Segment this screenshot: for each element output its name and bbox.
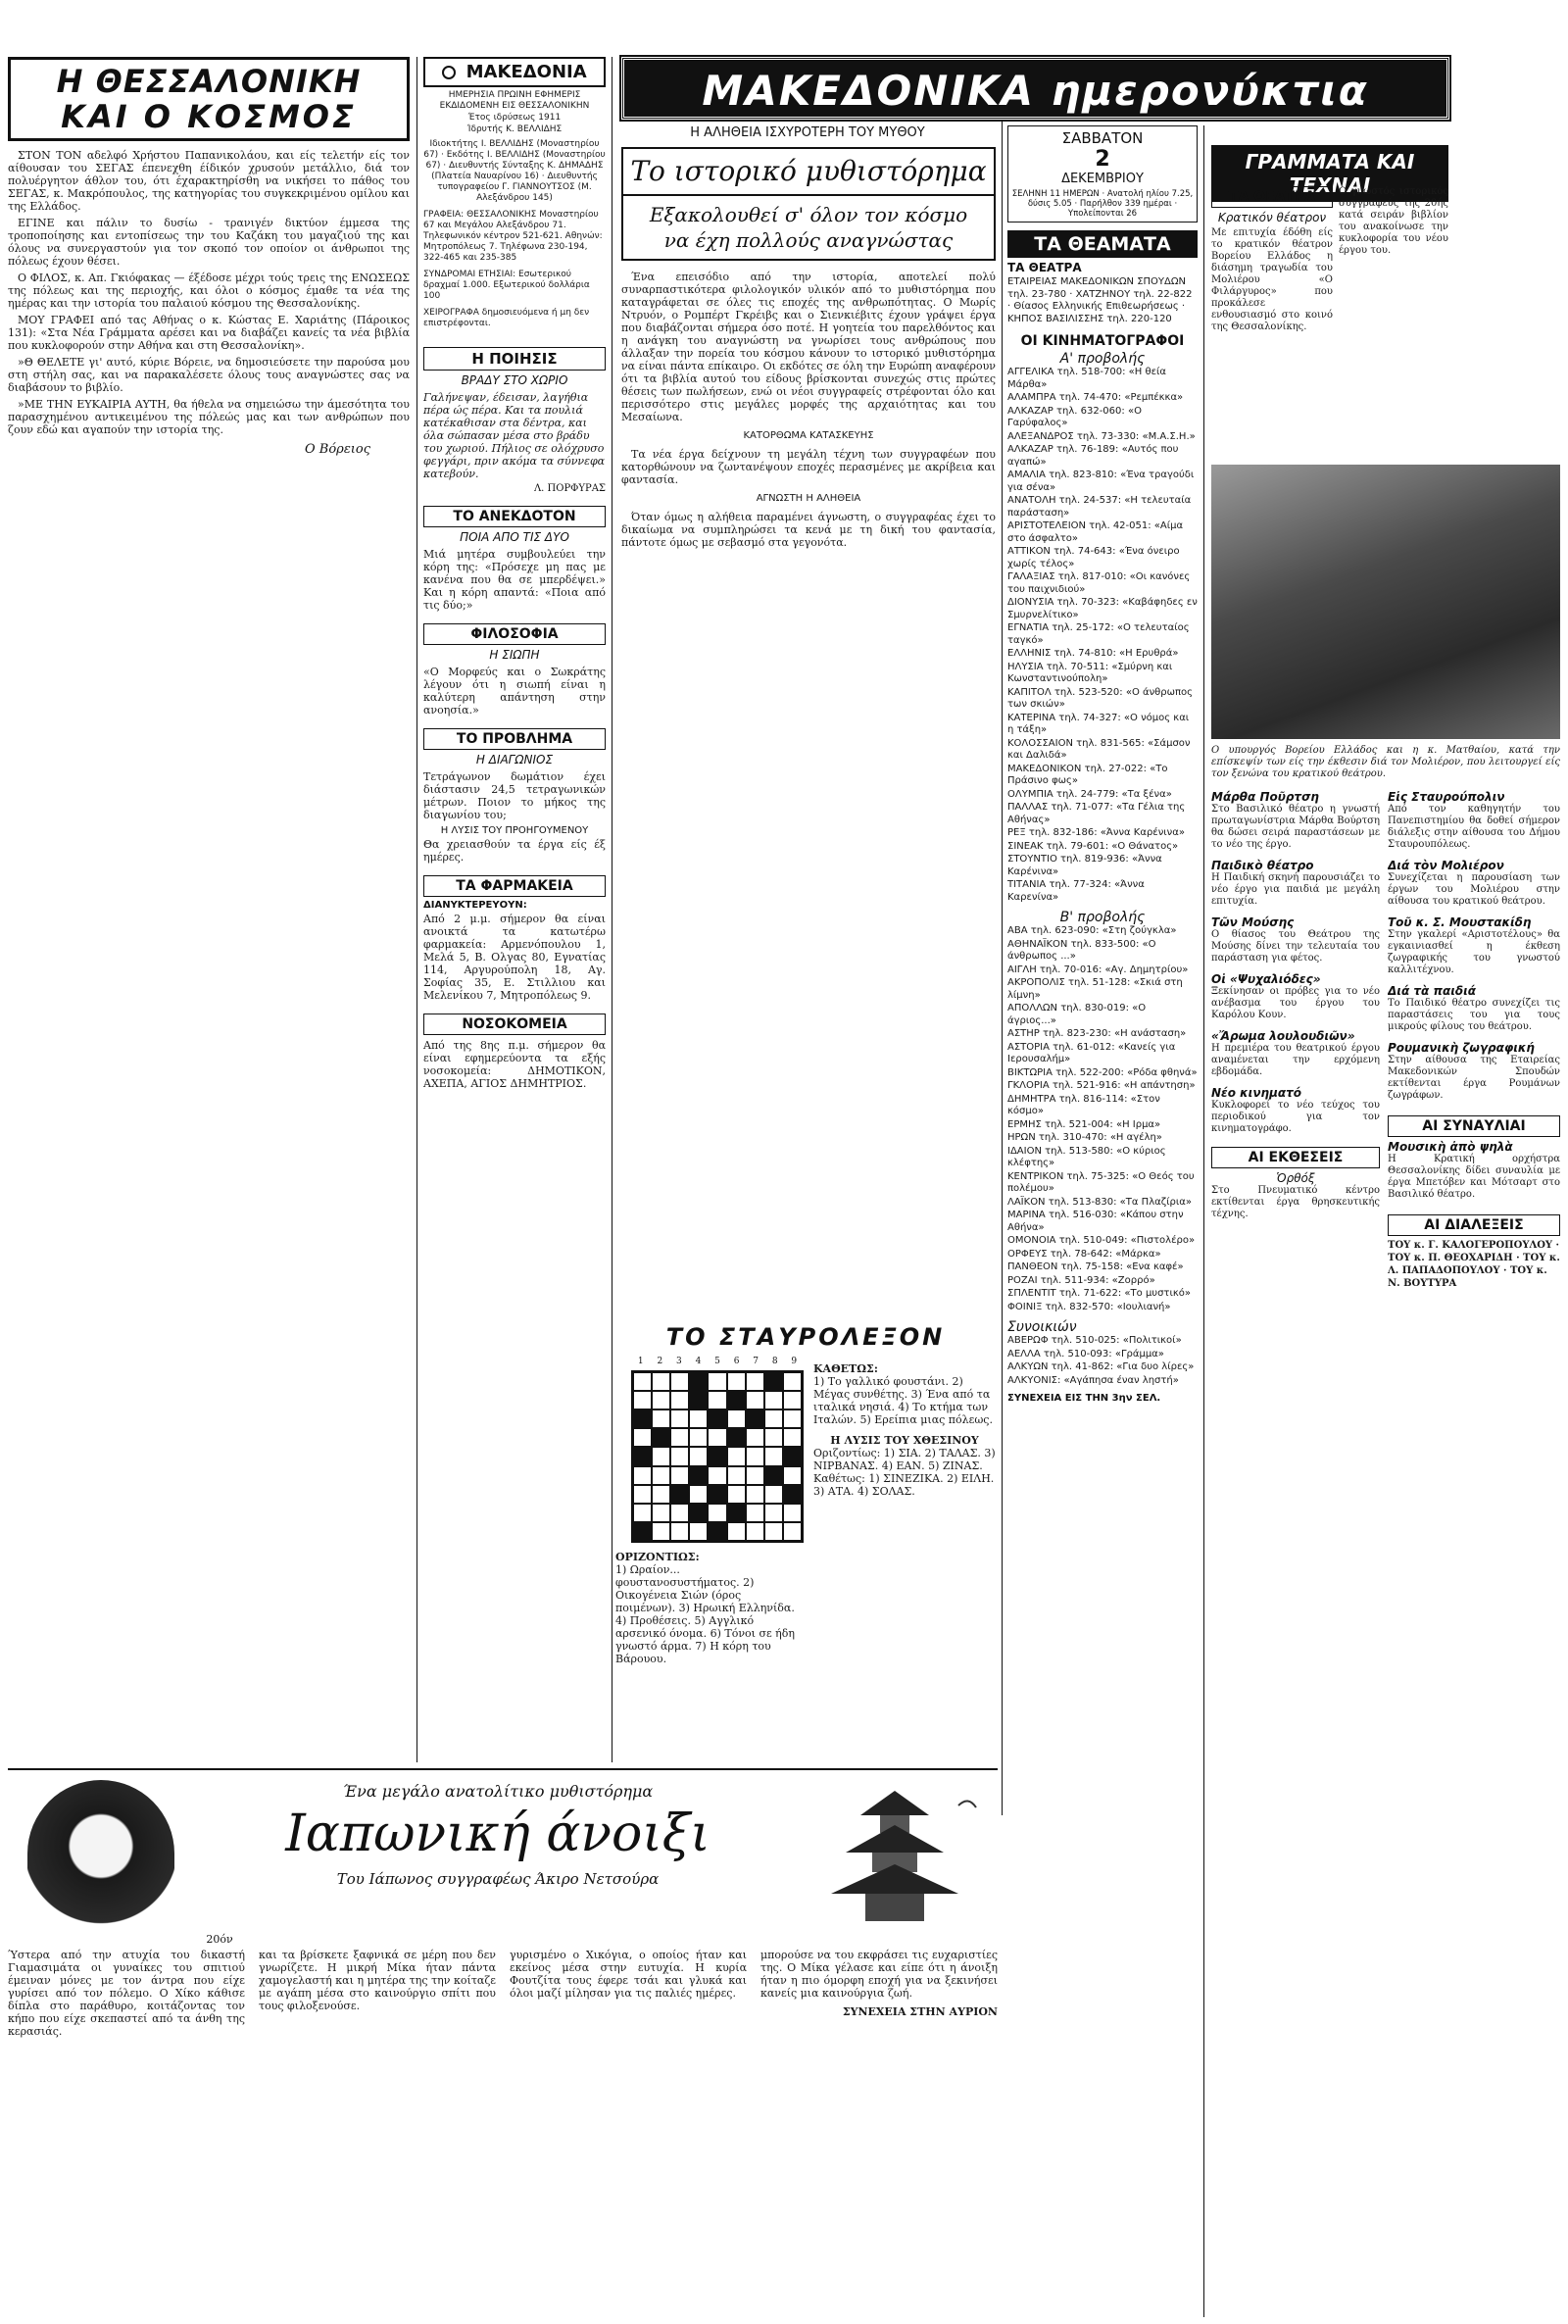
crossword-black-cell [783,1447,802,1465]
almanac: ΣΕΛΗΝΗ 11 ΗΜΕΡΩΝ · Ανατολή ηλίου 7.25, δύσις 5.05 · Παρήλθον 339 ημέραι · Υπολείπονται 26 [1011,189,1194,219]
left-para: ΕΓΙΝΕ και πάλιν το δυσίω - τρανιγέν δικτύον έμμεσα της τροποποίησης και εντοπίσεως την του Καζάκη του μαγαζιού της και όλους να συνεργαστούν για τον σκοπό τον οποίον οι άνθρωποι της πόλεως έχουν θέσει. [8,217,410,268]
cinema-listing: ΕΛΛΗΝΙΣ τηλ. 74-810: «Η Ερυθρά» [1007,648,1179,659]
crossword-black-cell [708,1409,726,1428]
poetry-header: Η ΠΟΙΗΣΙΣ [423,347,606,371]
center-motto: Η ΑΛΗΘΕΙΑ ΙΣΧΥΡΟΤΕΡΗ ΤΟΥ ΜΥΘΟΥ [690,125,925,140]
serial-pagoda-icon [811,1786,978,1923]
center-headline: Το ιστορικό μυθιστόρημα [630,155,987,187]
crossword-cell [652,1504,670,1522]
serial-col-text: μπορούσε να του εκφράσει τις ευχαριστίες της. Ο Μίκα γέλασε και είπε ότι η άνοιξη ήταν η πιο όμορφη εποχή για να ξεκινήσει κανείς μια καινούργια ζωή. [760,1949,998,2000]
arts-photo [1211,465,1560,739]
crossword-down-title: ΚΑΘΕΤΩΣ: [813,1362,878,1375]
arts-exhibits-title: Ὁρθόξ [1276,1171,1315,1185]
arts-item-text: Από τον καθηγητήν του Πανεπιστημίου θα δοθεί σήμερον διάλεξις στην αίθουσα του Δήμου Σταυρουπόλεως. [1388,804,1560,850]
serial-columns [8,1949,998,2038]
arts-item-text: Στην αίθουσα της Εταιρείας Μακεδονικών Σπουδών εκτίθενται έργα Ρουμάνων ζωγράφων. [1388,1055,1560,1101]
cinema-listing: ΑΚΡΟΠΟΛΙΣ τηλ. 51-128: «Σκιά στη λίμνη» [1007,977,1183,1001]
arts-mid-title: Τῶν Μούσης [1211,915,1295,929]
cinema-listing: ΡΕΞ τηλ. 832-186: «Άννα Καρένινα» [1007,827,1185,838]
crossword-cell [764,1391,783,1409]
crossword-black-cell [727,1504,746,1522]
cinema-listing: ΑΜΑΛΙΑ τηλ. 823-810: «Ένα τραγούδι για σένα» [1007,470,1195,493]
cinema-listing: ΣΠΛΕΝΤΙΤ τηλ. 71-622: «Το μυστικό» [1007,1288,1191,1299]
left-headline-line2: ΚΑΙ Ο ΚΟΣΜΟΣ [61,98,357,135]
cinema-listing: ΑΣΤΗΡ τηλ. 823-230: «Η ανάσταση» [1007,1028,1187,1039]
left-story [8,57,410,1762]
crossword-cell [670,1466,689,1485]
date-day: ΣΑΒΒΑΤΟΝ [1061,129,1144,147]
crossword-cell [708,1372,726,1391]
crossword-section [615,1323,996,1735]
crossword-black-cell [689,1372,708,1391]
crossword-black-cell [652,1428,670,1447]
crossword-cell [764,1409,783,1428]
philosophy-text: «Ο Μορφεύς και ο Σωκράτης λέγουν ότι η σιωπή είναι η καλύτερη απάντηση στην ανοησία.» [423,666,606,717]
date-box [1007,125,1198,223]
serial-kicker: Ένα μεγάλο ανατολίτικο μυθιστόρημα [342,1782,654,1801]
crossword-cell [689,1409,708,1428]
cinema-listing: ΠΑΛΛΑΣ τηλ. 71-077: «Τα Γέλια της Αθήνας» [1007,802,1186,825]
left-para: »ΜΕ ΤΗΝ ΕΥΚΑΙΡΙΑ ΑΥΤΗ, θα ήθελα να σημειώσω την άμεσότητα του παρασχημένου αντικειμένου της πόλεώς μας και των ανθρώπων που ζουν εδώ και αγαπούν την ιστορία της. [8,398,410,436]
crossword-cell [727,1447,746,1465]
crossword-cell [670,1447,689,1465]
crossword-cell [783,1428,802,1447]
crossword-number: 7 [753,1357,760,1366]
arts-mid-text: Στο Βασιλικό θέατρο η γνωστή πρωταγωνίστρια Μάρθα Βούρτση θα δώσει σειρά παραστάσεων με το νέο της έργο. [1211,804,1380,850]
theatres-title: ΤΑ ΘΕΑΤΡΑ [1007,261,1082,274]
logo-text: ΜΑΚΕΔΟΝΙΑ [466,62,587,82]
crossword-solution-title: Η ΛΥΣΙΣ ΤΟΥ ΧΘΕΣΙΝΟΥ [830,1434,979,1447]
date-number: 2 [1095,147,1110,172]
crossword-cell [652,1485,670,1504]
poetry-author: Λ. ΠΟΡΦΥΡΑΣ [533,483,606,494]
crossword-number: 2 [657,1357,663,1366]
center-body2: Τα νέα έργα δείχνουν τη μεγάλη τέχνη των συγγραφέων που κατορθώνουν να ζωντανέψουν εποχές περασμένες με ακρίβεια και φαντασία. [621,448,996,486]
cinema-listing: ΑΣΤΟΡΙΑ τηλ. 61-012: «Κανείς για Ιερουσαλήμ» [1007,1041,1176,1064]
center-subhead-line1: Εξακολουθεί σ' όλον τον κόσμο [649,203,968,226]
center-side-heading: ΚΑΤΟΡΘΩΜΑ ΚΑΤΑΣΚΕΥΗΣ [743,430,874,441]
left-headline [8,57,410,141]
cinema-listing: ΟΜΟΝΟΙΑ τηλ. 510-049: «Πιστολέρο» [1007,1235,1196,1246]
premiere-list [1007,367,1198,904]
cinema-listing: ΑΛΚΑΖΑΡ τηλ. 632-060: «Ο Γαρύφαλος» [1007,405,1142,428]
center-story [621,147,996,1313]
cinema-listing: ΑΛΚΑΖΑΡ τηλ. 76-189: «Αυτός που αγαπώ» [1007,444,1179,468]
crossword-cell [708,1428,726,1447]
masthead-offices: ΓΡΑΦΕΙΑ: ΘΕΣΣΑΛΟΝΙΚΗΣ Μοναστηρίου 67 και Μεγάλου Αλεξάνδρου 71. Τηλεφωνικόν κέντρον 521-621. Αθηνών: Μητροπόλεως 7. Τηλέφωνα 230-194, 322-465 και 235-385 [423,210,603,263]
cinema-listing: ΚΑΠΙΤΟΛ τηλ. 523-520: «Ο άνθρωπος των σκιών» [1007,686,1194,710]
arts-banner: ΓΡΑΜΜΑΤΑ ΚΑΙ ΤΕΧΝΑΙ [1211,145,1448,202]
left-para: ΣΤΟΝ ΤΟΝ αδελφό Χρήστου Παπανικολάου, και είς τελετήν είς τον αίθουσαν του ΣΕΓΑΣ έπενεχθη έίδικόν χρυσούν μετάλλιο, διά τον πολυέργητον άθλον του, ότι έχαρακτηρίσθη να νικήσει το πάθος του ΣΕΓΑΣ, κ. Μακρόπουλος, της κατηγορίας του συγκεκριμένου ομίλου και της Ελλάδος. [8,149,410,213]
anecdote-text: Μιά μητέρα συμβουλεύει την κόρη της: «Πρόσεχε μη πας με κανένα που θα σε μπερδέψει.» Και η κόρη απαντά: «Ποια από τις δύο;» [423,548,606,612]
second-run-list [1007,925,1198,1313]
masthead-info [423,90,606,329]
cinema-listing: ΕΓΝΑΤΙΑ τηλ. 25-172: «Ο τελευταίος ταγκό» [1007,622,1190,646]
crossword-cell [652,1447,670,1465]
crossword-number: 5 [714,1357,720,1366]
cinema-listing: ΛΑΪΚΟΝ τηλ. 513-830: «Τα Πλαζίρια» [1007,1196,1192,1208]
crossword-black-cell [708,1522,726,1541]
crossword-cell [727,1522,746,1541]
crossword-black-cell [633,1409,652,1428]
masthead-subscriptions: ΣΥΝΔΡΟΜΑΙ ΕΤΗΣΙΑΙ: Εσωτερικού δραχμαί 1.000. Εξωτερικού δολλάρια 100 [423,270,590,301]
date-month: ΔΕΚΕΜΒΡΙΟΥ [1061,172,1144,186]
crossword-cell [746,1466,764,1485]
cinema-listing: ΓΚΛΟΡΙΑ τηλ. 521-916: «Η απάντηση» [1007,1080,1196,1091]
crossword-number: 6 [733,1357,740,1366]
poetry-text: Γαλήνεψαν, έδεισαν, λαγήθια πέρα ώς πέρα. Και τα πουλιά κατέκαθισαν στα δέντρα, και όλα σώπασαν μέσα στο βράδυ του χωριού. Πήλιος σε ολόχρυσο φεγγάρι, πριν ακόμα τα σύννεφα κατεβούν. [423,391,606,480]
crossword-cell [670,1522,689,1541]
arts-photo-caption: Ο υπουργός Βορείου Ελλάδος και η κ. Ματθαίου, κατά την επίσκεψίν των είς την έκθεσιν διά τον Μολιέρον, που λειτουργεί είς τον ξενώνα του κρατικού θεάτρου. [1211,745,1560,779]
cinema-listing: ΑΒΕΡΩΦ τηλ. 510-025: «Πολιτικοί» [1007,1335,1182,1346]
crossword-cell [746,1391,764,1409]
crossword-across [615,1551,804,1665]
arts-theatre-title: Κρατικόν θέατρον [1217,211,1327,224]
crossword-cell [652,1372,670,1391]
crossword-cell [746,1485,764,1504]
crossword-grid [631,1370,804,1543]
crossword-black-cell [689,1504,708,1522]
cinema-listing: ΑΓΓΕΛΙΚΑ τηλ. 518-700: «Η θεία Μάρθα» [1007,367,1166,390]
arts-exhibits-header: ΑΙ ΕΚΘΕΣΕΙΣ [1211,1147,1380,1168]
arts-theatre-text: Με επιτυχία έδόθη είς το κρατικόν θέατρον Βορείου Ελλάδος η διάσημη τραγωδία του Μολιέρου «Ο Φιλάργυρος» που προκάλεσε ενθουσιασμό στο κοινό της Θεσσαλονίκης. [1211,227,1333,332]
crossword-cell [764,1485,783,1504]
arts-item-title: Εἰς Σταυρούπολιν [1388,790,1505,804]
left-para: Ο ΦΙΛΟΣ, κ. Απ. Γκιόφακας — έξέδοσε μέχρι τούς τρεις της ΕΝΩΣΕΩΣ της πόλεως και της περιοχής, και όλοι ο κόσμος έμαθε τα νέα της ημέρας και την ιστορία του παλαιού κόσμου της Θεσσαλονίκης. [8,272,410,310]
crossword-cell [783,1391,802,1409]
crossword-black-cell [708,1447,726,1465]
cinema-listing: ΣΤΟΥΝΤΙΟ τηλ. 819-936: «Άννα Καρένινα» [1007,854,1162,877]
crossword-cell [708,1504,726,1522]
crossword-cell [783,1409,802,1428]
cinema-listing: ΑΙΓΛΗ τηλ. 70-016: «Αγ. Δημητρίου» [1007,964,1189,975]
suburbs-title: Συνοικιών [1007,1319,1077,1335]
masthead-manuscripts: ΧΕΙΡΟΓΡΑΦΑ δημοσιευόμενα ή μη δεν επιστρέφονται. [423,308,590,328]
arts-exhibits-text: Στο Πνευματικό κέντρο εκτίθενται έργα θρησκευτικής τέχνης. [1211,1185,1380,1219]
crossword-black-cell [708,1485,726,1504]
arts-mid-text: Κυκλοφορεί το νέο τεύχος του περιοδικού για τον κινηματογράφο. [1211,1100,1380,1134]
crossword-cell [633,1372,652,1391]
serial-col [760,1949,998,2038]
crossword-cell [764,1447,783,1465]
crossword-cell [727,1466,746,1485]
column-rule [1203,125,1204,2317]
serial-portrait-icon [27,1780,174,1927]
crossword-col-numbers [631,1357,804,1366]
arts-mid-title: Παιδικὸ θέατρο [1211,859,1314,872]
crossword-header: ΤΟ ΣΤΑΥΡΟΛΕΞΟΝ [665,1323,946,1351]
cinema-listing: ΔΗΜΗΤΡΑ τηλ. 816-114: «Στον κόσμο» [1007,1093,1160,1116]
crossword-cell [783,1504,802,1522]
crossword-black-cell [746,1409,764,1428]
serial-col: γυρισμένο ο Χικόγια, ο οποίος ήταν και εκείνος μέσα στην ευτυχία. Η κυρία Φουτζίτα τους έφερε τσάι και γλυκά και όλοι μαζί μίλησαν για τις παλιές ημέρες. [510,1949,747,2000]
crossword-black-cell [670,1485,689,1504]
crossword-cell [633,1391,652,1409]
arts-mid-title: «Ἄρωμα λουλουδιῶν» [1211,1029,1355,1043]
cinema-listing: ΑΠΟΛΛΩΝ τηλ. 830-019: «Ο άγριος...» [1007,1003,1147,1026]
crossword-black-cell [633,1447,652,1465]
crossword-solution: Οριζοντίως: 1) ΣΙΑ. 2) ΤΑΛΑΣ. 3) ΝΙΡΒΑΝΑΣ. 4) ΕΑΝ. 5) ΖΙΝΑΣ. Καθέτως: 1) ΣΙΝΕΖΙΚΑ. 2) ΕΙΛΗ. 3) ΑΤΑ. 4) ΣΟΛΑΣ. [813,1447,996,1498]
arts-item-text: Το Παιδικό θέατρο συνεχίζει τις παραστάσεις του για τους μικρούς φίλους του θεάτρου. [1388,998,1560,1032]
center-banner: ΜΑΚΕΔΟΝΙΚΑ ημερονύκτια [621,57,1449,120]
crossword-black-cell [764,1466,783,1485]
serial-col: και τα βρίσκετε ξαφνικά σε μέρη που δεν γνωρίζετε. Η μικρή Μίκα ήταν πάντα χαμογελαστή και η μητέρα της την κοίταζε με αγάπη μέσα στο καινούργιο σπίτι που τους φιλοξενούσε. [259,1949,496,2012]
crossword-cell [727,1409,746,1428]
crossword-cell [689,1447,708,1465]
theatres-list: ΕΤΑΙΡΕΙΑΣ ΜΑΚΕΔΟΝΙΚΩΝ ΣΠΟΥΔΩΝ τηλ. 23-780 · ΧΑΤΖΗΝΟΥ τηλ. 22-822 · Θίασος Ελληνικής Επιθεωρήσεως · ΚΗΠΟΣ ΒΑΣΙΛΙΣΣΗΣ τηλ. 220-120 [1007,276,1193,324]
serial-continued: ΣΥΝΕΧΕΙΑ ΣΤΗΝ ΑΥΡΙΟΝ [842,2005,998,2018]
crossword-cell [746,1428,764,1447]
arts-item-title: Διά τὸν Μολιέρον [1388,859,1504,872]
arts-mid-title: Μάρθα Ποῦρτση [1211,790,1319,804]
arts-concerts-header: ΑΙ ΣΥΝΑΥΛΙΑΙ [1388,1115,1560,1137]
crossword-cell [783,1522,802,1541]
crossword-cell [746,1522,764,1541]
cinema-listing: ΑΛΑΜΠΡΑ τηλ. 74-470: «Ρεμπέκκα» [1007,392,1184,403]
crossword-cell [727,1485,746,1504]
arts-item-text: Συνεχίζεται η παρουσίαση των έργων του Μολιέρου στην αίθουσα του κρατικού θεάτρου. [1388,872,1560,907]
serial-title: Ιαπωνική άνοιξι [285,1805,710,1863]
premiere-title: Α' προβολής [1059,351,1146,367]
center-body3: Όταν όμως η αλήθεια παραμένει άγνωστη, ο συγγραφέας έχει το δικαίωμα να συμπληρώσει τα κενά με τη δική του φαντασία, πάντοτε όμως με σεβασμό στα γεγονότα. [621,511,996,549]
crossword-cell [764,1428,783,1447]
listings-header: ΤΑ ΘΕΑΜΑΤΑ [1007,230,1198,258]
center-headline-box [621,147,996,196]
cinema-listing: ΕΡΜΗΣ τηλ. 521-004: «Η Ιρμα» [1007,1118,1161,1130]
arts-mid-text: Η Παιδική σκηνή παρουσιάζει το νέο έργο για παιδιά με μεγάλη επιτυχία. [1211,872,1380,907]
column-rule [1002,120,1003,1815]
crossword-cell [746,1447,764,1465]
cinema-listing: ΔΙΟΝΥΣΙΑ τηλ. 70-323: «Καβάφηδες εν Σμυρνελίτικο» [1007,597,1198,620]
left-para: ΜΟΥ ΓΡΑΦΕΙ από τας Αθήνας ο κ. Κώστας Ε. Χαριάτης (Πάροικος 131): «Στα Νέα Γράμματα αρέσει και να διαβάζει κανείς τα νέα βιβλία που κυκλοφορούν στην Αθήνα και στη Θεσσαλονίκη». [8,314,410,352]
cinema-listing: ΗΡΩΝ τηλ. 310-470: «Η αγέλη» [1007,1132,1162,1143]
cinema-listing: ΟΛΥΜΠΙΑ τηλ. 24-779: «Τα ξένα» [1007,788,1172,800]
cinema-listing: ΚΑΤΕΡΙΝΑ τηλ. 74-327: «Ο νόμος και η τάξη» [1007,712,1190,735]
serial-col: Ύστερα από την ατυχία του δικαστή Γιαμασιμάτα οι γυναίκες του σπιτιού έμειναν μόνες με τον άντρα που είχε γυρίσει από τον πόλεμο. Ο Χίκο κάθισε δίπλα στο παράθυρο, κοιτάζοντας τον κήπο που είχε σκεπαστεί από τα άνθη της κερασιάς. [8,1949,245,2038]
crossword-cell [652,1522,670,1541]
crossword-across-clues: 1) Ωραίον... φουστανοσυστήματος. 2) Οικογένεια Σιών (όρος ποιμένων). 3) Ηρωική Ελληνίδα. 4) Προθέσεις. 5) Αγγλικό αρσενικό όνομα. 6) Τόνοι σε ήδη γνωστό άρμα. 7) Η κόρη του Βάρουου. [615,1563,795,1665]
crossword-cell [746,1504,764,1522]
serial-chapter: 20όν [206,1933,233,1946]
arts-lower-left [1211,790,1380,2315]
serial-section [8,1776,998,2317]
cinema-listing: ΜΑΡΙΝΑ τηλ. 516-030: «Κάπου στην Αθήνα» [1007,1210,1184,1233]
crossword-number: 1 [637,1357,644,1366]
masthead-subtitle: ΗΜΕΡΗΣΙΑ ΠΡΩΙΝΗ ΕΦΗΜΕΡΙΣ ΕΚΔΙΔΟΜΕΝΗ ΕΙΣ ΘΕΣΣΑΛΟΝΙΚΗΝ [439,90,590,111]
crossword-cell [689,1428,708,1447]
center-story-col-a [621,271,996,553]
crossword-down-clues: 1) Το γαλλικό φουστάνι. 2) Μέγας συνθέτης. 3) Ένα από τα ιταλικά νησιά. 4) Το κτήμα των Ιταλών. 5) Ερείπια μιας πόλεως. [813,1375,993,1426]
crossword-number: 9 [791,1357,798,1366]
cinema-listing: ΜΑΚΕΔΟΝΙΚΟΝ τηλ. 27-022: «Το Πράσινο φως» [1007,763,1168,786]
crossword-cell [652,1391,670,1409]
masthead-founded: Έτος ιδρύσεως 1911 [467,113,562,123]
crossword-cell [652,1466,670,1485]
pharmacies-header: ΤΑ ΦΑΡΜΑΚΕΙΑ [423,875,606,897]
cinema-listing: ΑΛΚΥΟΝΙΣ: «Αγάπησα έναν ληστή» [1007,1374,1179,1386]
arts-lower-right [1388,790,1560,2315]
arts-mid-title: Οἱ «Ψυχαλιόδες» [1211,972,1321,986]
arts-concerts-text: Η Κρατική ορχήστρα Θεσσαλονίκης δίδει συναυλία με έργα Μπετόβεν και Μότσαρτ στο Βασιλικό θέατρο. [1388,1154,1560,1200]
arts-item-title: Ρουμανικὴ ζωγραφική [1388,1041,1535,1055]
serial-byline: Του Ιάπωνος συγγραφέως Άκιρο Νετσούρα [336,1870,660,1888]
cinemas-title: ΟΙ ΚΙΝΗΜΑΤΟΓΡΑΦΟΙ [1020,333,1185,349]
crossword-black-cell [689,1391,708,1409]
arts-mid-text: Ο θίασος του Θεάτρου της Μούσης δίνει την τελευταία του παράσταση για φέτος. [1211,929,1380,964]
cinema-listing: ΑΘΗΝΑΪΚΟΝ τηλ. 833-500: «Ο άνθρωπος ...» [1007,938,1156,962]
arts-mid-text: Η πρεμιέρα του θεατρικού έργου αναμένεται την ερχόμενη εβδομάδα. [1211,1043,1380,1077]
cinema-listing: ΑΤΤΙΚΟΝ τηλ. 74-643: «Ένα όνειρο χωρίς τέλος» [1007,546,1180,569]
cinema-listing: ΤΙΤΑΝΙΑ τηλ. 77-324: «Άννα Καρενίνα» [1007,879,1145,903]
cinema-listing: ΑΝΑΤΟΛΗ τηλ. 24-537: «Η τελευταία παράσταση» [1007,495,1192,519]
crossword-number: 4 [695,1357,702,1366]
pharmacies-text: Από 2 μ.μ. σήμερον θα είναι ανοικτά τα κατωτέρω φαρμακεία: Αρμενόπουλου 1, Μελά 5, Β. Ολγας 80, Εγνατίας 114, Αργυρούπολη 18, Αγ. Σοφίας 35, Ε. Στιλλιου και Μελενίκου 7, Μητροπόλεως 9. [423,913,606,1002]
crossword-black-cell [689,1466,708,1485]
crossword-cell [783,1466,802,1485]
crossword-cell [764,1522,783,1541]
left-para: »Θ ΘΕΛΕΤΕ γι' αυτό, κύριε Βόρειε, να δημοσιεύσετε την παρούσα μου στη στήλη σας, και να παρακαλέσετε όλους τους αναγνώστες σας να διαβάσουν το βιβλίο. [8,356,410,394]
cinema-listing: ΑΡΙΣΤΟΤΕΛΕΙΟΝ τηλ. 42-051: «Αίμα στο άσφαλτο» [1007,520,1184,544]
logo-emblem-icon [442,66,456,79]
arts-item-title: Διά τὰ παιδιά [1388,984,1477,998]
arts-lectures-text: ΤΟΥ κ. Γ. ΚΑΛΟΓΕΡΟΠΟΥΛΟΥ · ΤΟΥ κ. Π. ΘΕΟΧΑΡΙΔΗ · ΤΟΥ κ. Λ. ΠΑΠΑΔΟΠΟΥΛΟΥ · ΤΟΥ κ. Ν. ΒΟΥΤΥΡΑ [1388,1240,1560,1289]
crossword-cell [670,1428,689,1447]
cinema-listing: ΟΡΦΕΥΣ τηλ. 78-642: «Μάρκα» [1007,1248,1161,1260]
crossword-black-cell [727,1428,746,1447]
cinema-listing: ΚΕΝΤΡΙΚΟΝ τηλ. 75-325: «Ο Θεός του πολέμου» [1007,1170,1195,1194]
listings-column [1007,125,1198,2317]
philosophy-header: ΦΙΛΟΣΟΦΙΑ [423,623,606,645]
crossword-cell [689,1485,708,1504]
listings-continued: ΣΥΝΕΧΕΙΑ ΕΙΣ ΤΗΝ 3ην ΣΕΛ. [1007,1393,1161,1404]
cinema-listing: ΓΑΛΑΞΙΑΣ τηλ. 817-010: «Οι κανόνες του παιχνιδιού» [1007,571,1191,595]
crossword-across-title: ΟΡΙΖΟΝΤΙΩΣ: [615,1551,700,1563]
problem-solution: Θα χρειασθούν τα έργα είς έξ ημέρες. [423,838,606,864]
second-run-title: Β' προβολής [1059,910,1146,925]
column-rule [416,57,417,1762]
crossword-cell [633,1428,652,1447]
crossword-cell [689,1522,708,1541]
arts-item-text: Στην γκαλερί «Αριστοτέλους» θα εγκαινιασθεί η έκθεση ζωγραφικής του γνωστού καλλιτέχνου. [1388,929,1560,975]
suburbs-list [1007,1335,1198,1387]
section-rule [8,1768,998,1770]
crossword-number: 3 [676,1357,682,1366]
left-signature: Ο Βόρειος [305,442,370,457]
crossword-cell [708,1391,726,1409]
crossword-cell [670,1372,689,1391]
crossword-number: 8 [771,1357,778,1366]
cinema-listing: ΑΛΚΥΩΝ τηλ. 41-862: «Για δυο λίρες» [1007,1361,1195,1372]
crossword-black-cell [633,1522,652,1541]
cinema-listing: ΗΛΥΣΙΑ τηλ. 70-511: «Σμύρνη και Κωνσταντινούπολη» [1007,661,1173,684]
problem-header: ΤΟ ΠΡΟΒΛΗΜΑ [423,728,606,750]
crossword-cell [633,1466,652,1485]
crossword-cell [633,1485,652,1504]
crossword-black-cell [764,1372,783,1391]
center-subhead-line2: να έχη πολλούς αναγνώστας [663,228,954,252]
arts-concerts-title: Μουσικὴ ἀπὸ ψηλὰ [1388,1140,1513,1154]
arts-mid-text: Ξεκίνησαν οι πρόβες για το νέο ανέβασμα του έργου του Καρόλου Κουν. [1211,986,1380,1020]
crossword-down [813,1362,996,1498]
cinema-listing: ΠΑΝΘΕΟΝ τηλ. 75-158: «Ενα καφέ» [1007,1261,1184,1272]
center-body: Ένα επεισόδιο από την ιστορία, αποτελεί πολύ συναρπαστικότερα φιλολογικόν υλικόν από το μυθιστόρημα που καταγράφεται σε όλες τις εποχές της ανθρωπότητας. Ο Μωρίς Ντρυόν, ο Ρομπέρτ Γκρέιβς και ο Σιενκιέβιτς έχουν γράψει έργα που διαβάζονται σήμερα όσο ποτέ. Η γοητεία του παρελθόντος και η ανάγκη του αναγνώστη να γνωρίσει τους ανθρώπους που άλλαξαν την πορεία του κόσμου κάνουν το ιστορικό μυθιστόρημα να είναι πάντα επίκαιρο. Οι εκδότες σε όλη την Ευρώπη αναφέρουν ότι τα βιβλία αυτού του είδους βρίσκονται συνεχώς στις πρώτες θέσεις των πωλήσεων, ενώ οι νέοι συγγραφείς στρέφονται όλο και περισσότερο στις μεγάλες μορφές της αρχαιότητας και του Μεσαίωνα. [621,271,996,423]
masthead-logo [423,57,606,87]
anecdote-title: ΠΟΙΑ ΑΠΟ ΤΙΣ ΔΥΟ [460,530,569,544]
cinema-listing: ΣΙΝΕΑΚ τηλ. 79-601: «Ο Θάνατος» [1007,840,1179,852]
left-story-body [8,149,410,436]
crossword-cell [746,1372,764,1391]
problem-text: Τετράγωνον δωμάτιον έχει διάστασιν 24,5 τετραγωνικών μέτρων. Ποιον το μήκος της διαγωνίου του; [423,770,606,821]
arts-theatre-header: ΤΑ ΘΕΑΤΡΑ [1211,186,1333,208]
crossword-cell [670,1391,689,1409]
cinema-listing: ΚΟΛΟΣΣΑΙΟΝ τηλ. 831-565: «Σάμσον και Δαλιδά» [1007,737,1191,761]
cinema-listing: ΡΟΖΑΙ τηλ. 511-934: «Ζορρό» [1007,1274,1155,1286]
poetry-title: ΒΡΑΔΥ ΣΤΟ ΧΩΡΙΟ [461,373,568,387]
cinema-listing: ΑΒΑ τηλ. 623-090: «Στη ζούγκλα» [1007,925,1177,936]
pharmacies-intro: ΔΙΑΝΥΚΤΕΡΕΥΟΥΝ: [423,900,527,911]
crossword-cell [633,1504,652,1522]
center-side-heading: ΑΓΝΩΣΤΗ Η ΑΛΗΘΕΙΑ [756,493,861,504]
problem-title: Η ΔΙΑΓΩΝΙΟΣ [475,753,554,766]
cinema-listing: ΑΕΛΛΑ τηλ. 510-093: «Γράμμα» [1007,1348,1164,1360]
left-headline-line1: Η ΘΕΣΣΑΛΟΝΙΚΗ [56,63,362,100]
crossword-cell [708,1466,726,1485]
arts-mid-title: Νέο κινηματό [1211,1086,1302,1100]
cinema-listing: ΒΙΚΤΩΡΙΑ τηλ. 522-200: «Ρόδα φθηνά» [1007,1066,1198,1078]
philosophy-title: Η ΣΙΩΠΗ [489,648,540,662]
crossword-black-cell [783,1485,802,1504]
problem-solution-title: Η ΛΥΣΙΣ ΤΟΥ ΠΡΟΗΓΟΥΜΕΝΟΥ [440,825,589,836]
crossword-cell [764,1504,783,1522]
center-subhead-box [621,196,996,261]
anecdote-header: ΤΟ ΑΝΕΚΔΟΤΟΝ [423,506,606,527]
crossword-black-cell [727,1391,746,1409]
crossword-cell [727,1372,746,1391]
arts-lectures-header: ΑΙ ΔΙΑΛΕΞΕΙΣ [1388,1214,1560,1236]
crossword-cell [652,1409,670,1428]
arts-item-title: Τοῦ κ. Σ. Μουστακίδη [1388,915,1532,929]
crossword-cell [670,1504,689,1522]
cinema-listing: ΦΟΙΝΙΞ τηλ. 832-570: «Ιουλιανή» [1007,1301,1171,1312]
crossword-cell [783,1372,802,1391]
masthead-founder: Ίδρυτής Κ. ΒΕΛΛΙΔΗΣ [466,124,563,134]
cinema-listing: ΙΔΑΙΟΝ τηλ. 513-580: «Ο κύριος κλέφτης» [1007,1145,1166,1168]
masthead-column [423,57,606,1762]
center-story-columns [621,271,996,553]
crossword-cell [670,1409,689,1428]
arts-theatre-cont: Ο γνωστός ιστορικός συγγραφεύς της 20ής κατά σειράν βιβλίον του ανακοίνωσε την κυκλοφορία του νέου έργου του. [1339,186,1448,256]
hospitals-text: Από της 8ης π.μ. σήμερον θα είναι εφημερεύοντα τα εξής νοσοκομεία: ΔΗΜΟΤΙΚΟΝ, ΑΧΕΠΑ, ΑΓΙΟΣ ΔΗΜΗΤΡΙΟΣ. [423,1039,606,1090]
cinema-listing: ΑΛΕΞΑΝΔΡΟΣ τηλ. 73-330: «Μ.Α.Σ.Η.» [1007,430,1196,442]
hospitals-header: ΝΟΣΟΚΟΜΕΙΑ [423,1014,606,1035]
masthead-staff: Ιδιοκτήτης Ι. ΒΕΛΛΙΔΗΣ (Μοναστηρίου 67) · Εκδότης Ι. ΒΕΛΛΙΔΗΣ (Μοναστηρίου 67) · Διευθυντής Σύνταξης Κ. ΔΗΜΑΔΗΣ (Πλατεία Ναυαρίνου 16) · Διευθυντής τυπογραφείου Γ. ΓΙΑΝΝΟΥΤΣΟΣ (Μ. Αλεξάνδρου 145) [423,139,606,203]
